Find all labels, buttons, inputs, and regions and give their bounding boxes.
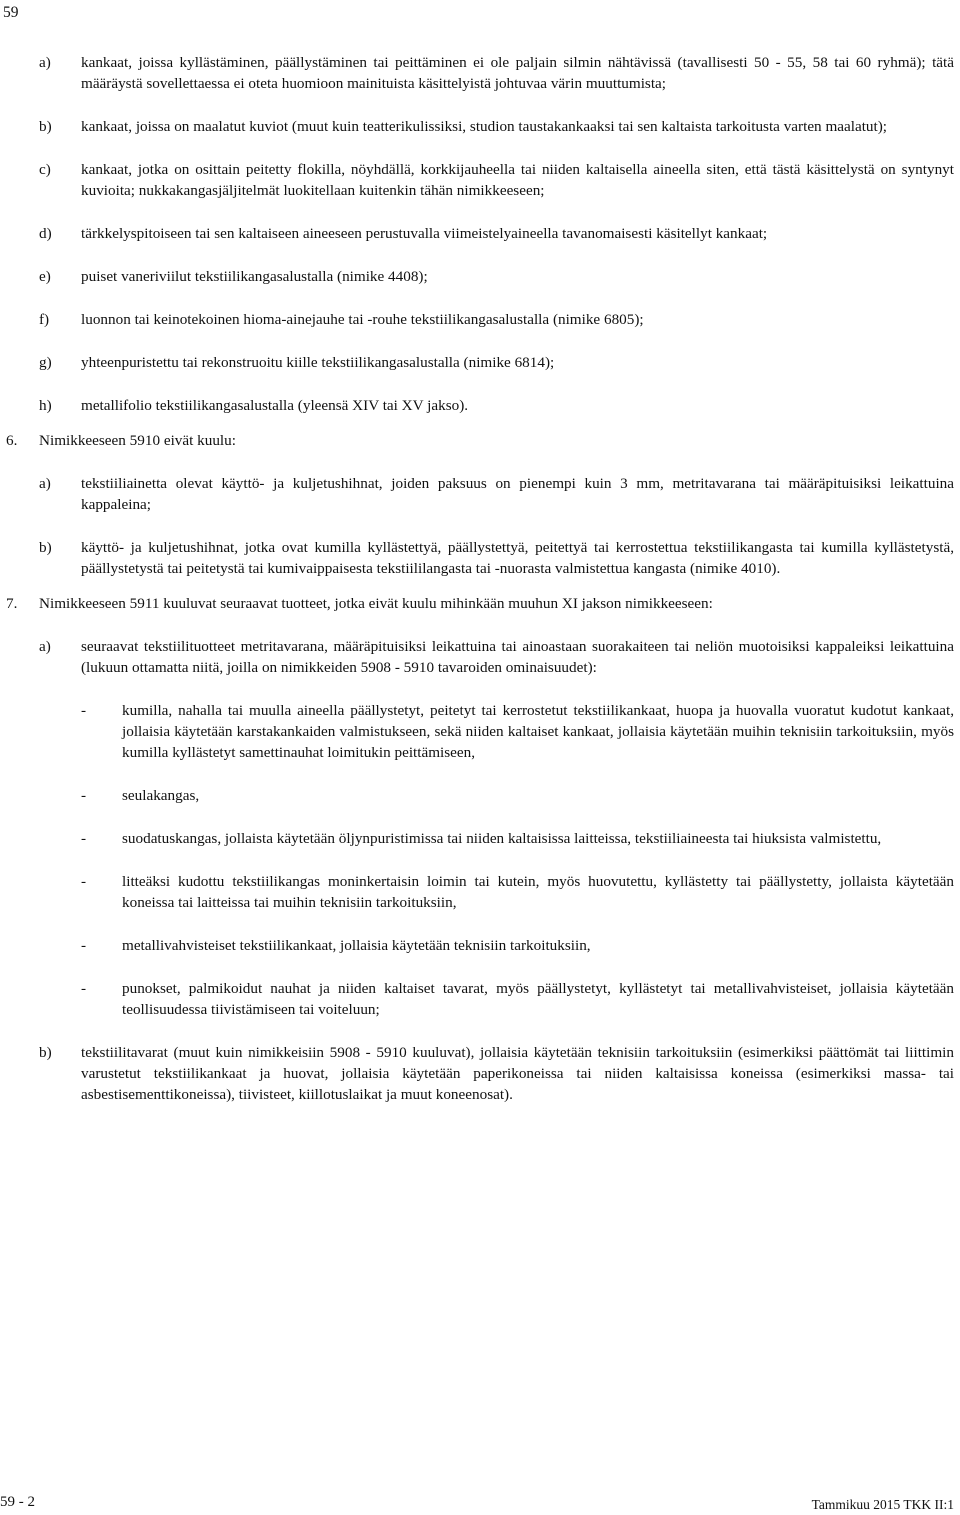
item-label: e) — [39, 268, 51, 285]
section-number: 7. — [6, 595, 18, 612]
item-label: f) — [39, 311, 50, 328]
dash-marker: - — [81, 787, 87, 804]
item-text: puiset vaneriviilut tekstiilikangasalustalla (nimike 4408); — [81, 268, 428, 285]
list-item — [0, 352, 960, 373]
item-text: luonnon tai keinotekoinen hioma-ainejauhe tai -rouhe tekstiilikangasalustalla (nimike 6805); — [81, 311, 644, 328]
list-item — [0, 636, 960, 678]
dash-item — [0, 871, 960, 913]
item-label: h) — [39, 397, 52, 414]
item-label: b) — [39, 118, 52, 135]
section-heading — [0, 430, 960, 451]
item-label: b) — [39, 539, 52, 556]
page-number: 59 — [3, 4, 19, 21]
item-text: yhteenpuristettu tai rekonstruoitu kiille tekstiilikangasalustalla (nimike 6814); — [81, 354, 555, 371]
item-text: kankaat, jotka on osittain peitetty flokilla, nöyhdällä, korkkijauheella tai niiden kaltaisella aineella siten, että tästä käsittelystä on syntynyt kuvioita; nukkakangasjäljitelmät luokitellaan kuitenkin tähän nimikkeeseen; — [81, 161, 954, 199]
dash-item — [0, 935, 960, 956]
item-text: tekstiiliainetta olevat käyttö- ja kuljetushihnat, joiden paksuus on pienempi kuin 3 mm, metritavarana tai määräpituisiksi leikattuina kappaleina; — [81, 475, 954, 513]
dash-marker: - — [81, 830, 87, 847]
dash-marker: - — [81, 702, 87, 719]
section-heading — [0, 593, 960, 614]
list-item — [0, 159, 960, 201]
dash-text: litteäksi kudottu tekstiilikangas moninkertaisin loimin tai kutein, myös huovutettu, kyllästetty tai päällystetty, jollaista käytetään koneissa tai laitteissa tai muihin teknisiin tarkoituksiin, — [122, 873, 954, 911]
list-item — [0, 473, 960, 515]
item-text: seuraavat tekstiilituotteet metritavarana, määräpituisiksi leikattuina tai ainoastaan suorakaiteen tai neliön muotoisiksi kappaleiksi leikattuina (lukuun ottamatta niitä, joilla on nimikkeiden 5908 - 5910 tavaroiden ominaisuudet): — [81, 638, 954, 676]
dash-text: punokset, palmikoidut nauhat ja niiden kaltaiset tavarat, myös päällystetyt, kyllästetyt tai metallivahvisteiset, jollaisia käytetään teollisuudessa tiivistämiseen tai voiteluun; — [122, 980, 954, 1018]
list-item — [0, 537, 960, 579]
item-text: kankaat, joissa kyllästäminen, päällystäminen tai peittäminen ei ole paljain silmin nähtävissä (tavallisesti 50 - 55, 58 tai 60 ryhmä); tätä määräystä sovellettaessa ei oteta huomioon mainituista käsittelyistä johtuvaa värin muuttumista; — [81, 54, 954, 92]
footer-edition: Tammikuu 2015 TKK II:1 — [811, 1497, 954, 1512]
item-text: tärkkelyspitoiseen tai sen kaltaiseen aineeseen perustuvalla viimeistelyaineella tavanomaisesti käsitellyt kankaat; — [81, 225, 768, 242]
item-label: g) — [39, 354, 52, 371]
list-item — [0, 223, 960, 244]
item-label: a) — [39, 638, 51, 655]
list-item — [0, 116, 960, 137]
item-label: a) — [39, 475, 51, 492]
dash-text: suodatuskangas, jollaista käytetään öljynpuristimissa tai niiden kaltaisissa laitteissa, tekstiiliaineesta tai hiuksista valmistettu, — [122, 830, 882, 847]
item-text: käyttö- ja kuljetushihnat, jotka ovat kumilla kyllästettyä, päällystettyä, peitettyä tai kerrostettua tekstiilikangasta tai kumilla kyllästetystä, päällystetystä tai peitetystä tai kumivaippaisesta tekstiililangasta tai -nuorasta valmistettua kangasta (nimike 4010). — [81, 539, 954, 577]
dash-marker: - — [81, 873, 87, 890]
item-text: metallifolio tekstiilikangasalustalla (yleensä XIV tai XV jakso). — [81, 397, 469, 414]
dash-text: seulakangas, — [122, 787, 200, 804]
dash-item — [0, 700, 960, 763]
item-label: a) — [39, 54, 51, 71]
item-text: tekstiilitavarat (muut kuin nimikkeisiin 5908 - 5910 kuuluvat), jollaisia käytetään teknisiin tarkoituksiin (esimerkiksi päättömät tai liittimin varustetut tekstiilikankaat ja huovat, jollaisia käytetään paperikoneissa tai niiden kaltaisissa koneissa (esimerkiksi massa- tai asbestisementtikoneissa), tiivisteet, kiillotuslaikat ja muut koneenosat). — [81, 1044, 954, 1103]
list-item — [0, 1042, 960, 1105]
section-title: Nimikkeeseen 5910 eivät kuulu: — [39, 432, 236, 449]
dash-item — [0, 978, 960, 1020]
section-title: Nimikkeeseen 5911 kuuluvat seuraavat tuotteet, jotka eivät kuulu mihinkään muuhun XI jakson nimikkeeseen: — [39, 595, 713, 612]
dash-text: metallivahvisteiset tekstiilikankaat, jollaisia käytetään teknisiin tarkoituksiin, — [122, 937, 591, 954]
list-item — [0, 266, 960, 287]
list-item — [0, 395, 960, 416]
item-label: b) — [39, 1044, 52, 1061]
dash-item — [0, 785, 960, 806]
document-body — [0, 52, 960, 1127]
item-text: kankaat, joissa on maalatut kuviot (muut kuin teatterikulissiksi, studion taustakankaaksi tai sen kaltaista tarkoitusta varten maalatut); — [81, 118, 888, 135]
dash-marker: - — [81, 937, 87, 954]
section-number: 6. — [6, 432, 18, 449]
dash-text: kumilla, nahalla tai muulla aineella päällystetyt, peitetyt tai kerrostetut tekstiilikankaat, huopa ja huovalla vuoratut kudotut kankaat, jollaisia käytetään karstakankaiden valmistukseen, sekä niiden kaltaiset kankaat, jollaisia käytetään muihin teknisiin tarkoituksiin, myös kumilla kyllästetyt samettinauhat loimitukin peittämiseen, — [122, 702, 954, 761]
item-label: c) — [39, 161, 51, 178]
list-item — [0, 309, 960, 330]
dash-item — [0, 828, 960, 849]
item-label: d) — [39, 225, 52, 242]
footer-page-number: 59 - 2 — [0, 1494, 35, 1510]
list-item — [0, 52, 960, 94]
dash-marker: - — [81, 980, 87, 997]
